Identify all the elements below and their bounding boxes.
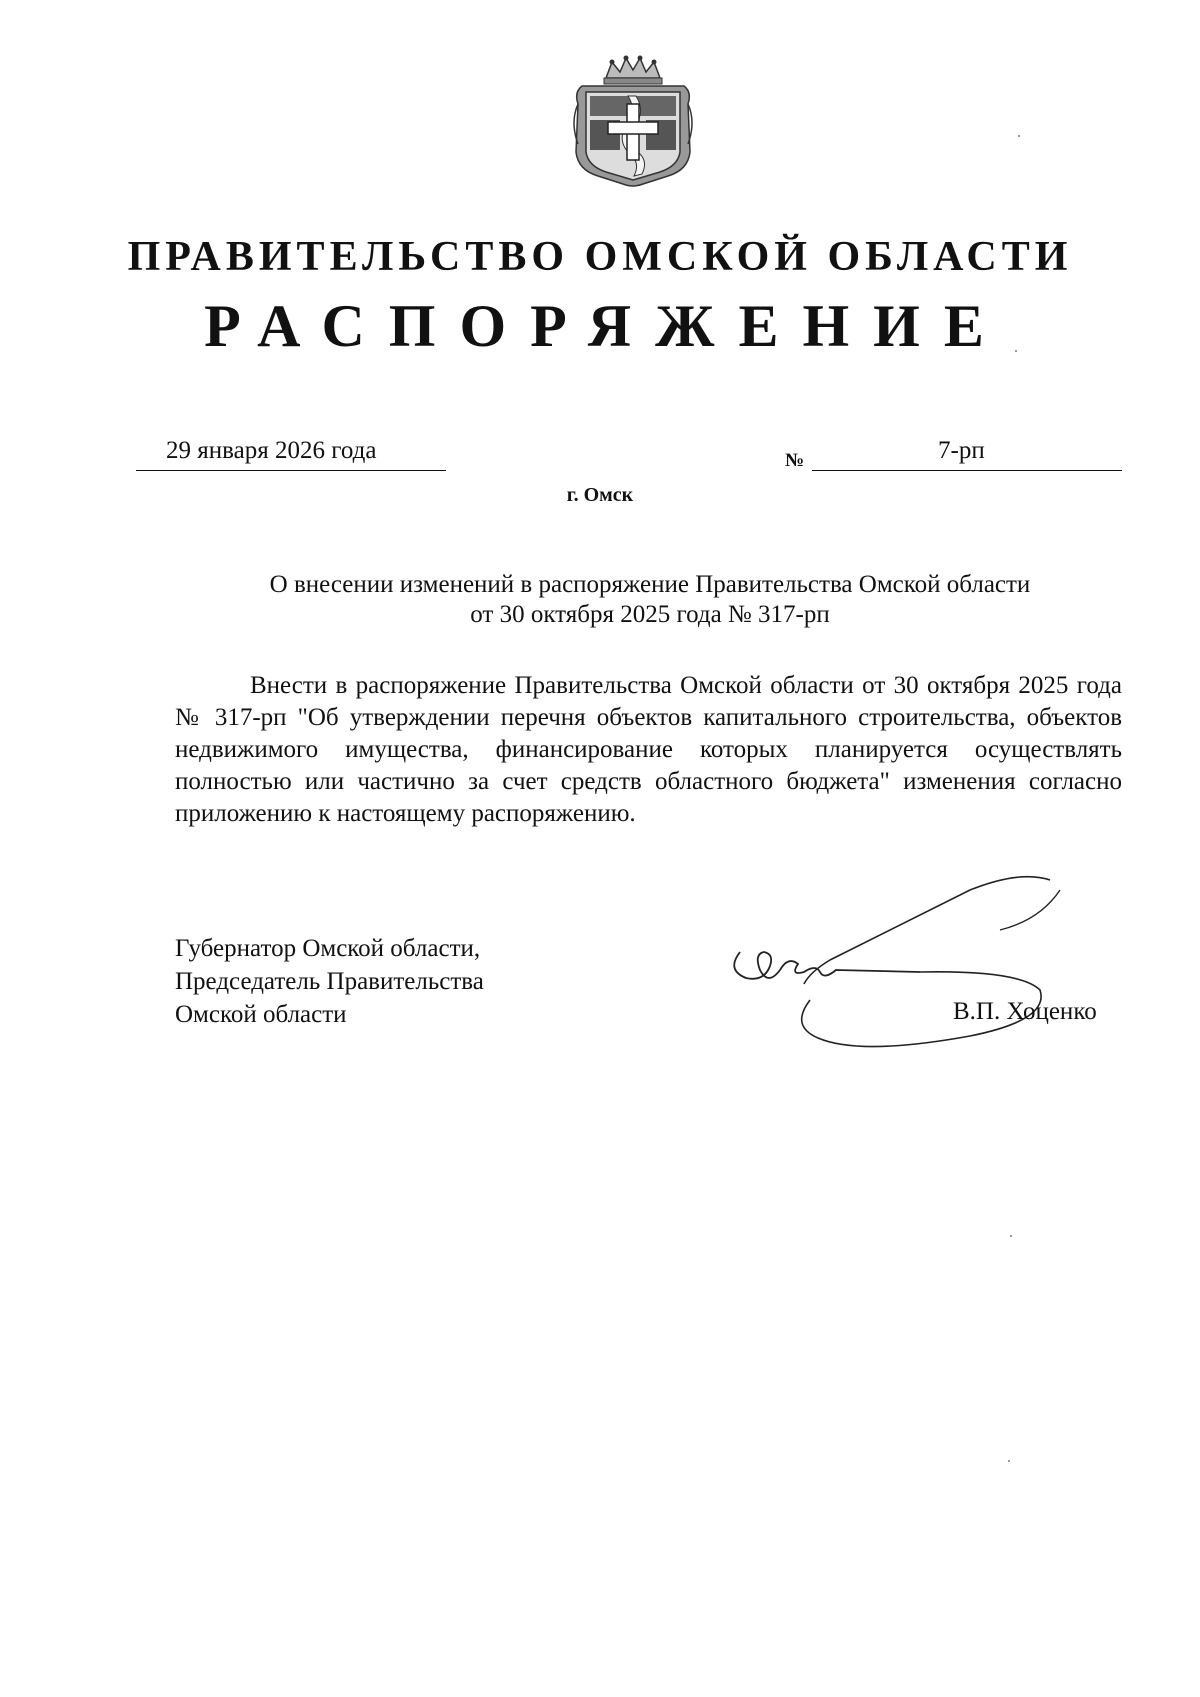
document-type-title: РАСПОРЯЖЕНИЕ (204, 293, 1008, 359)
document-body: Внести в распоряжение Правительства Омской области от 30 октября 2025 года № 317-рп "Об утверждении перечня объектов капитального строительства, объектов недвижимого имущества, финансирование которых планируется осуществлять полностью или частично за счет средств областного бюджета" изменения согласно приложению к настоящему распоряжению. (175, 672, 1122, 827)
signer-position-line-2: Председатель Правительства (175, 968, 484, 995)
handwritten-signature (720, 860, 1080, 1060)
scan-speck (1018, 135, 1020, 137)
signer-position-line-3: Омской области (175, 1001, 347, 1028)
signer-position (175, 932, 484, 1031)
signer-name: В.П. Хоценко (953, 998, 1097, 1025)
scan-speck (1010, 1235, 1012, 1237)
signer-position-line-1: Губернатор Омской области, (175, 935, 481, 962)
organization-title: ПРАВИТЕЛЬСТВО ОМСКОЙ ОБЛАСТИ (127, 234, 1073, 280)
document-date: 29 января 2026 года (166, 437, 377, 464)
number-field (812, 436, 1122, 471)
number-sign: № (785, 450, 805, 471)
document-city: г. Омск (566, 484, 634, 506)
scan-speck (1015, 350, 1017, 352)
coat-of-arms-icon (568, 52, 698, 192)
document-subject (150, 570, 1150, 630)
document-number: 7-рп (938, 437, 985, 464)
subject-line-2: от 30 октября 2025 года № 317-рп (470, 601, 830, 628)
date-field (136, 436, 446, 471)
scan-speck (1008, 1460, 1010, 1462)
subject-line-1: О внесении изменений в распоряжение Правительства Омской области (269, 571, 1031, 598)
